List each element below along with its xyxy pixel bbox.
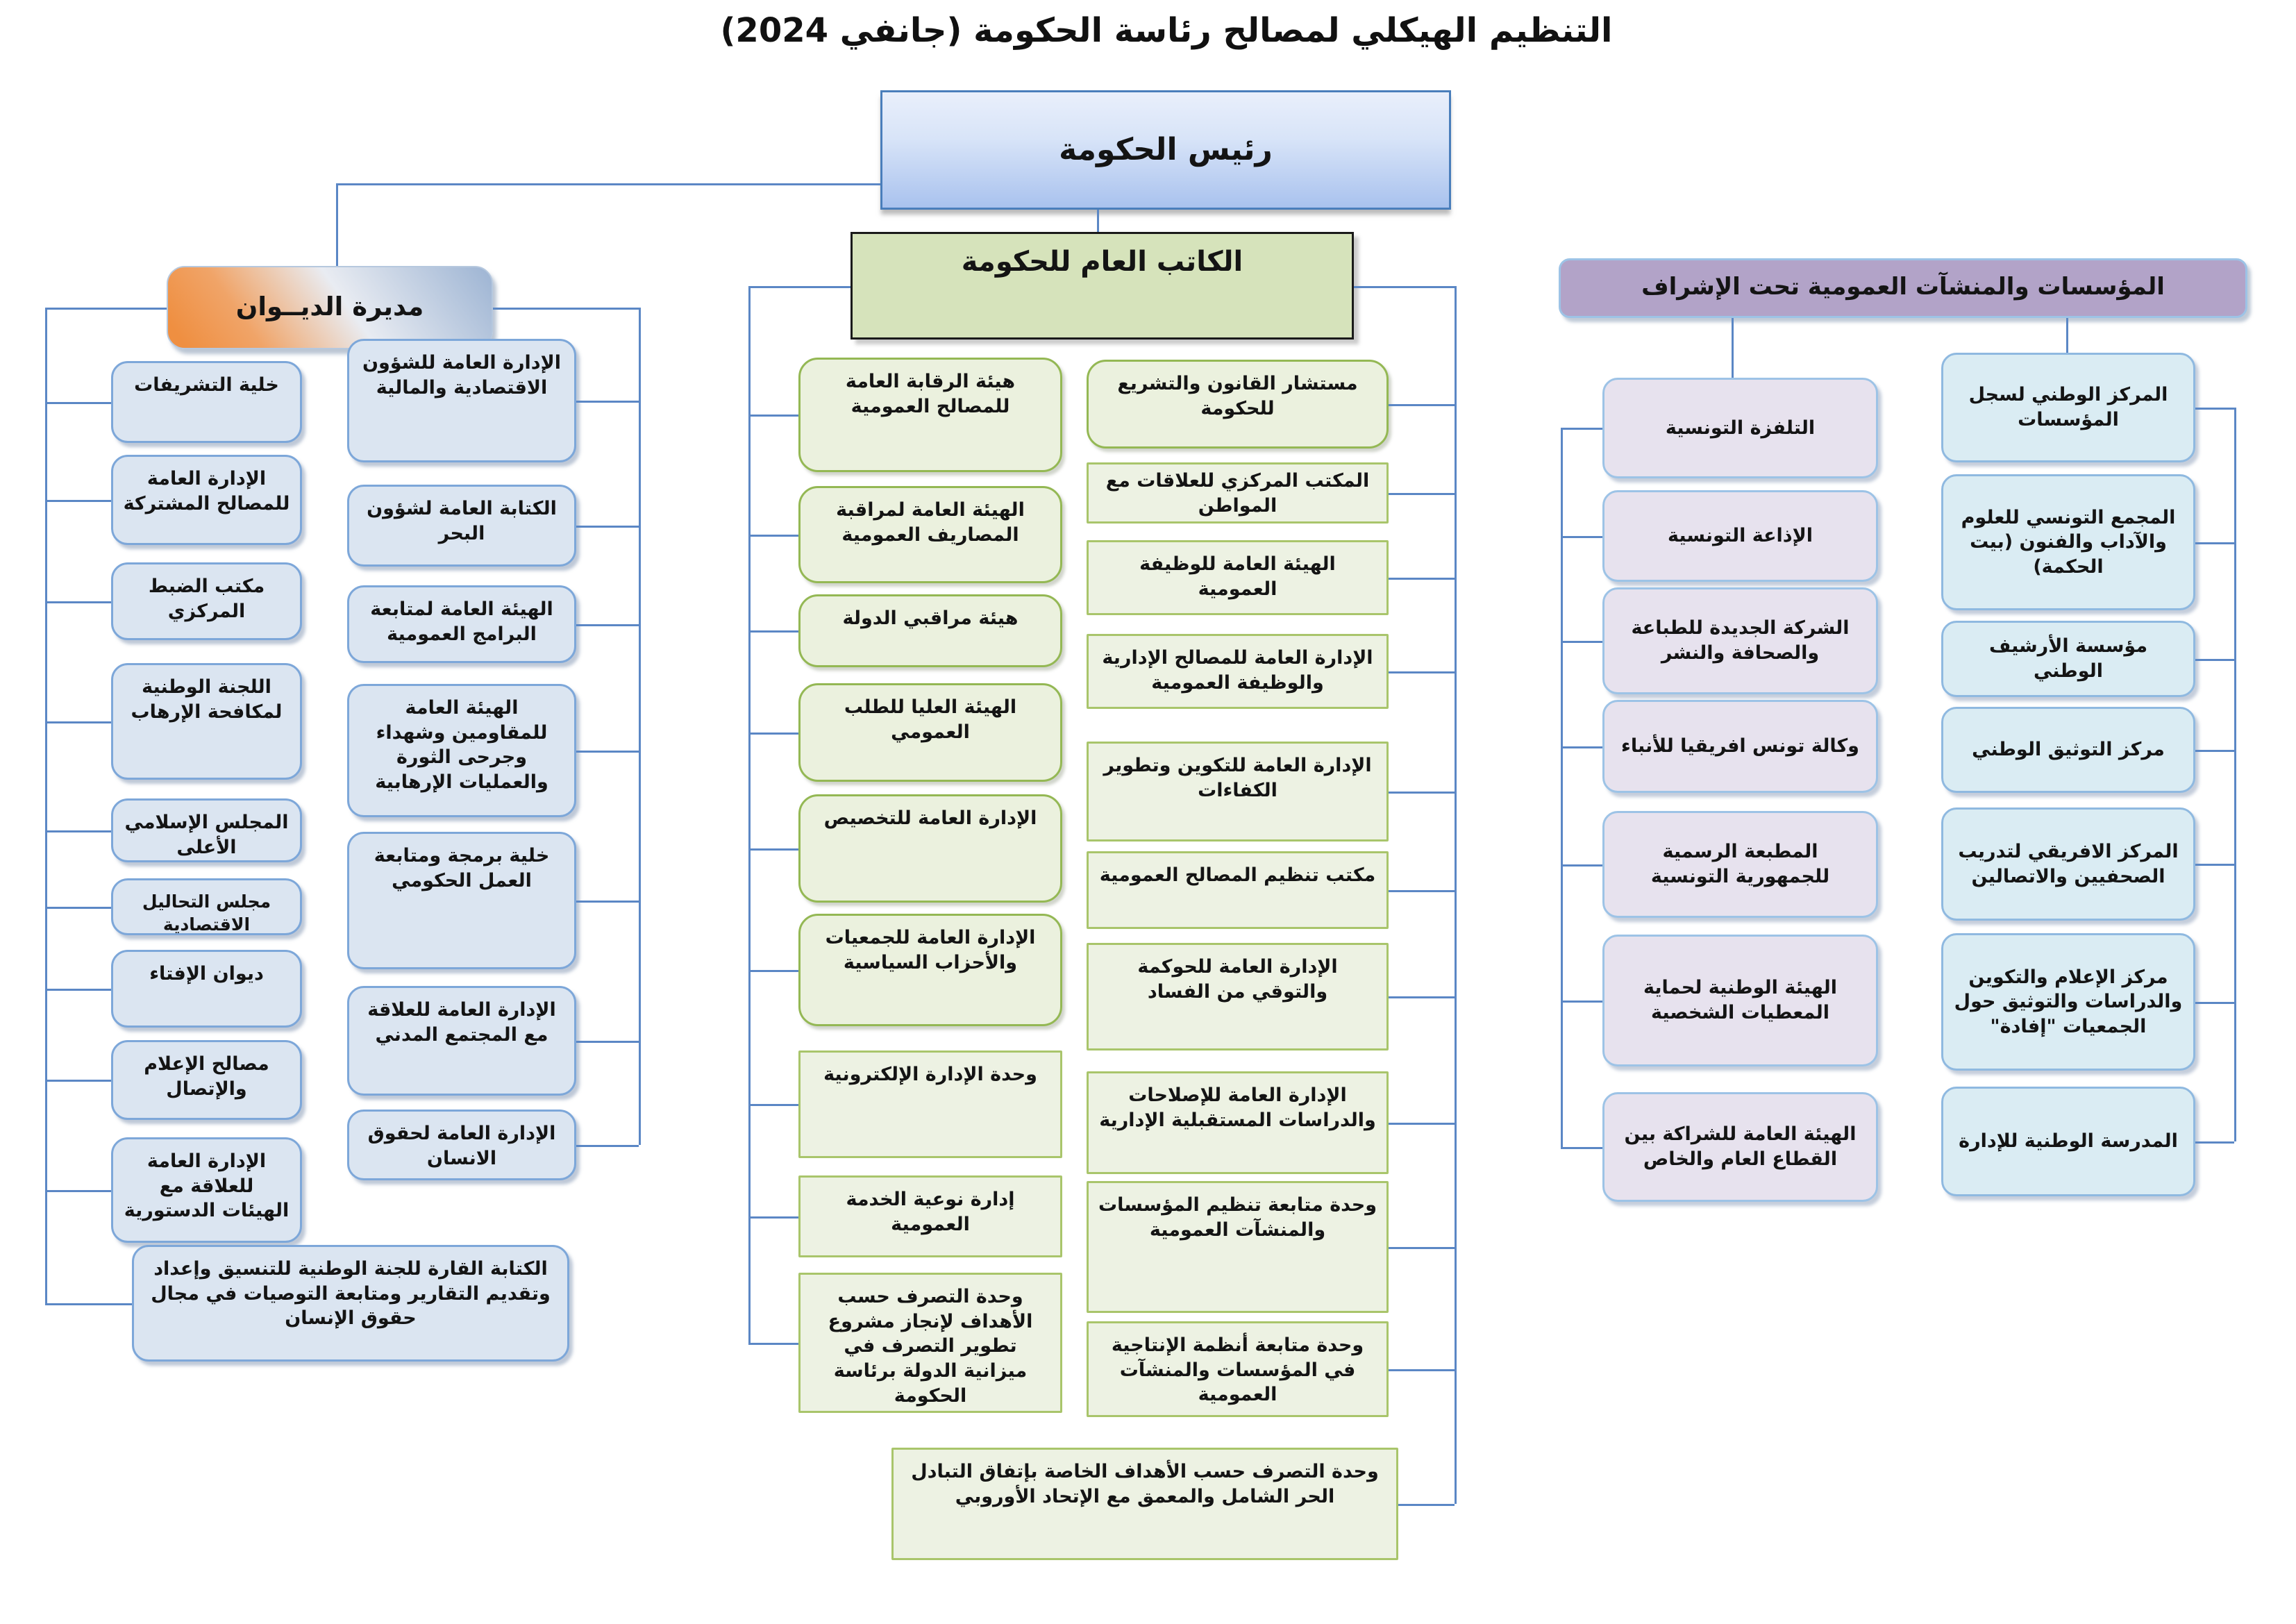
connector-line <box>45 721 111 723</box>
connector-line <box>1389 493 1455 495</box>
connector-line <box>2195 750 2234 752</box>
connector-line <box>2066 318 2068 353</box>
connector-line <box>748 1343 798 1345</box>
node-economic-financial-affairs-dg: الإدارة العامة للشؤون الاقتصادية والمالية <box>347 339 576 462</box>
connector-line <box>2195 1141 2234 1144</box>
connector-line <box>1561 864 1602 867</box>
node-associations-parties-dg: الإدارة العامة للجمعيات والأحزاب السياسية <box>798 914 1062 1026</box>
connector-line <box>748 970 798 972</box>
node-government-work-programming-cell: خلية برمجة ومتابعة العمل الحكومي <box>347 832 576 969</box>
page-title: التنظيم الهيكلي لمصالح رئاسة الحكومة (جانفي 2024) <box>720 11 1613 50</box>
connector-line <box>45 907 111 909</box>
connector-line <box>2195 659 2234 661</box>
node-e-government-unit: وحدة الإدارة الإلكترونية <box>798 1050 1062 1158</box>
node-civil-society-relations-dg: الإدارة العامة للعلاقة مع المجتمع المدني <box>347 986 576 1096</box>
node-eu-aleca-objectives-unit: وحدة التصرف حسب الأهداف الخاصة بإتفاق التبادل الحر الشامل والمعمق مع الإتحاد الأوروبي <box>891 1448 1398 1560</box>
node-public-programs-monitoring-authority: الهيئة العامة لمتابعة البرامج العمومية <box>347 585 576 663</box>
connector-line <box>336 183 880 185</box>
node-civil-service-authority: الهيئة العامة للوظيفة العمومية <box>1087 540 1389 615</box>
node-tap-news-agency: وكالة تونس افريقيا للأنباء <box>1602 700 1878 793</box>
connector-line <box>2195 408 2234 410</box>
node-higher-islamic-council: المجلس الإسلامي الأعلى <box>111 798 302 862</box>
connector-line <box>748 286 751 1343</box>
connector-line <box>576 401 639 403</box>
connector-line <box>1561 428 1602 430</box>
node-public-service-quality-directorate: إدارة نوعية الخدمة العمومية <box>798 1175 1062 1257</box>
connector-line <box>336 183 338 266</box>
node-ppp-partnership-authority: الهيئة العامة للشراكة بين القطاع العام والخاص <box>1602 1092 1878 1202</box>
node-personal-data-protection-authority: الهيئة الوطنية لحماية المعطيات الشخصية <box>1602 935 1878 1066</box>
connector-line <box>576 624 639 626</box>
connector-line <box>748 415 798 417</box>
node-governance-anticorruption-dg: الإدارة العامة للحوكمة والتوقي من الفساد <box>1087 943 1389 1050</box>
connector-line <box>2234 408 2236 1141</box>
connector-line <box>748 848 798 851</box>
node-protocol-cell: خلية التشريفات <box>111 361 302 443</box>
connector-line <box>1389 996 1455 998</box>
connector-line <box>1398 1504 1455 1506</box>
connector-line <box>1389 1369 1455 1371</box>
connector-line <box>576 751 639 753</box>
node-information-communication-services: مصالح الإعلام والإتصال <box>111 1040 302 1120</box>
node-public-institutions-organization-unit: وحدة متابعة تنظيم المؤسسات والمنشآت العمومية <box>1087 1181 1389 1313</box>
node-public-services-organization-office: مكتب تنظيم المصالح العمومية <box>1087 851 1389 929</box>
connector-line <box>1561 428 1563 1147</box>
node-public-services-oversight-authority: هيئة الرقابة العامة للمصالح العمومية <box>798 358 1062 472</box>
connector-line <box>45 601 111 603</box>
connector-line <box>45 308 167 310</box>
connector-line <box>2195 542 2234 544</box>
connector-line <box>1561 746 1602 748</box>
node-tunisian-television: التلفزة التونسية <box>1602 378 1878 478</box>
node-head-of-government: رئيس الحكومة <box>880 90 1451 210</box>
connector-line <box>576 1041 639 1043</box>
node-counterterrorism-committee: اللجنة الوطنية لمكافحة الإرهاب <box>111 663 302 780</box>
node-african-journalists-training-center: المركز الافريقي لتدريب الصحفيين والاتصالين <box>1941 807 2195 921</box>
node-training-skills-dg: الإدارة العامة للتكوين وتطوير الكفاءات <box>1087 742 1389 842</box>
header-supervised-institutions: المؤسسات والمنشآت العمومية تحت الإشراف <box>1559 258 2247 318</box>
node-citizen-relations-central-office: المكتب المركزي للعلاقات مع المواطن <box>1087 462 1389 524</box>
header-secretary-general: الكاتب العام للحكومة <box>850 232 1354 340</box>
node-human-rights-dg: الإدارة العامة لحقوق الانسان <box>347 1110 576 1180</box>
connector-line <box>45 500 111 502</box>
connector-line <box>1561 536 1602 538</box>
node-economic-analysis-council: مجلس التحاليل الاقتصادية <box>111 878 302 935</box>
node-tunisian-radio: الإذاعة التونسية <box>1602 490 1878 582</box>
connector-line <box>493 308 639 310</box>
connector-line <box>1389 890 1455 892</box>
connector-line <box>1561 641 1602 643</box>
connector-line <box>748 630 798 633</box>
node-national-administration-school: المدرسة الوطنية للإدارة <box>1941 1087 2195 1196</box>
connector-line <box>2195 864 2234 866</box>
node-central-registry-office: مكتب الضبط المركزي <box>111 562 302 640</box>
connector-line <box>748 286 850 288</box>
node-sea-affairs-secretariat: الكتابة العامة لشؤون البحر <box>347 485 576 567</box>
node-ifta-office: ديوان الإفتاء <box>111 950 302 1028</box>
node-state-controllers-authority: هيئة مراقبي الدولة <box>798 594 1062 667</box>
connector-line <box>639 308 641 1145</box>
connector-line <box>1455 286 1457 1504</box>
connector-line <box>1732 318 1734 378</box>
connector-line <box>748 535 798 537</box>
node-allocation-dg: الإدارة العامة للتخصيص <box>798 794 1062 903</box>
connector-line <box>748 733 798 735</box>
node-national-business-register-center: المركز الوطني لسجل المؤسسات <box>1941 353 2195 462</box>
connector-line <box>2195 1002 2234 1004</box>
connector-line <box>1389 671 1455 673</box>
connector-line <box>1389 1123 1455 1125</box>
connector-line <box>1561 1001 1602 1003</box>
connector-line <box>1389 792 1455 794</box>
node-ifeda-associations-center: مركز الإعلام والتكوين والدراسات والتوثيق حول الجمعيات "إفادة" <box>1941 933 2195 1071</box>
connector-line <box>45 989 111 991</box>
connector-line <box>1097 210 1099 232</box>
connector-line <box>1389 404 1455 406</box>
node-resistance-martyrs-authority: الهيئة العامة للمقاومين وشهداء وجرحى الثورة والعمليات الإرهابية <box>347 684 576 817</box>
node-shared-services-dg: الإدارة العامة للمصالح المشتركة <box>111 455 302 545</box>
connector-line <box>576 1145 639 1147</box>
connector-line <box>45 1303 132 1305</box>
connector-line <box>748 1104 798 1106</box>
node-administrative-services-dg: الإدارة العامة للمصالح الإدارية والوظيفة العمومية <box>1087 634 1389 709</box>
node-beit-al-hikma-academy: المجمع التونسي للعلوم والآداب والفنون (بيت الحكمة) <box>1941 474 2195 610</box>
header-cabinet-director: مديرة الديــوان <box>167 266 493 349</box>
connector-line <box>748 1216 798 1219</box>
node-snipe-printing-press-company: الشركة الجديدة للطباعة والصحافة والنشر <box>1602 587 1878 694</box>
node-human-rights-coordination-secretariat: الكتابة القارة للجنة الوطنية للتنسيق وإعداد وتقديم التقارير ومتابعة التوصيات في مجال حقوق الإنسان <box>132 1245 569 1362</box>
node-productivity-systems-unit: وحدة متابعة أنظمة الإنتاجية في المؤسسات والمنشآت العمومية <box>1087 1321 1389 1417</box>
node-official-printing-press: المطبعة الرسمية للجمهورية التونسية <box>1602 811 1878 918</box>
node-budget-management-objectives-unit: وحدة التصرف حسب الأهداف لإنجاز مشروع تطوير التصرف في ميزانية الدولة برئاسة الحكومة <box>798 1273 1062 1413</box>
connector-line <box>45 1080 111 1082</box>
connector-line <box>576 526 639 528</box>
connector-line <box>45 308 47 1303</box>
connector-line <box>1561 1147 1602 1149</box>
connector-line <box>45 830 111 832</box>
node-public-procurement-higher-authority: الهيئة العليا للطلب العمومي <box>798 683 1062 782</box>
connector-line <box>45 402 111 404</box>
connector-line <box>576 901 639 903</box>
node-reforms-future-studies-dg: الإدارة العامة للإصلاحات والدراسات المستقبلية الإدارية <box>1087 1071 1389 1174</box>
connector-line <box>1389 578 1455 580</box>
connector-line <box>1389 1247 1455 1249</box>
node-law-legislation-advisor: مستشار القانون والتشريع للحكومة <box>1087 360 1389 449</box>
connector-line <box>1354 286 1455 288</box>
node-national-archives: مؤسسة الأرشيف الوطني <box>1941 621 2195 697</box>
connector-line <box>45 1190 111 1192</box>
node-national-documentation-center: مركز التوثيق الوطني <box>1941 707 2195 793</box>
node-public-expenditure-control-authority: الهيئة العامة لمراقبة المصاريف العمومية <box>798 486 1062 583</box>
node-constitutional-bodies-relations-dg: الإدارة العامة للعلاقة مع الهيئات الدستورية <box>111 1137 302 1243</box>
